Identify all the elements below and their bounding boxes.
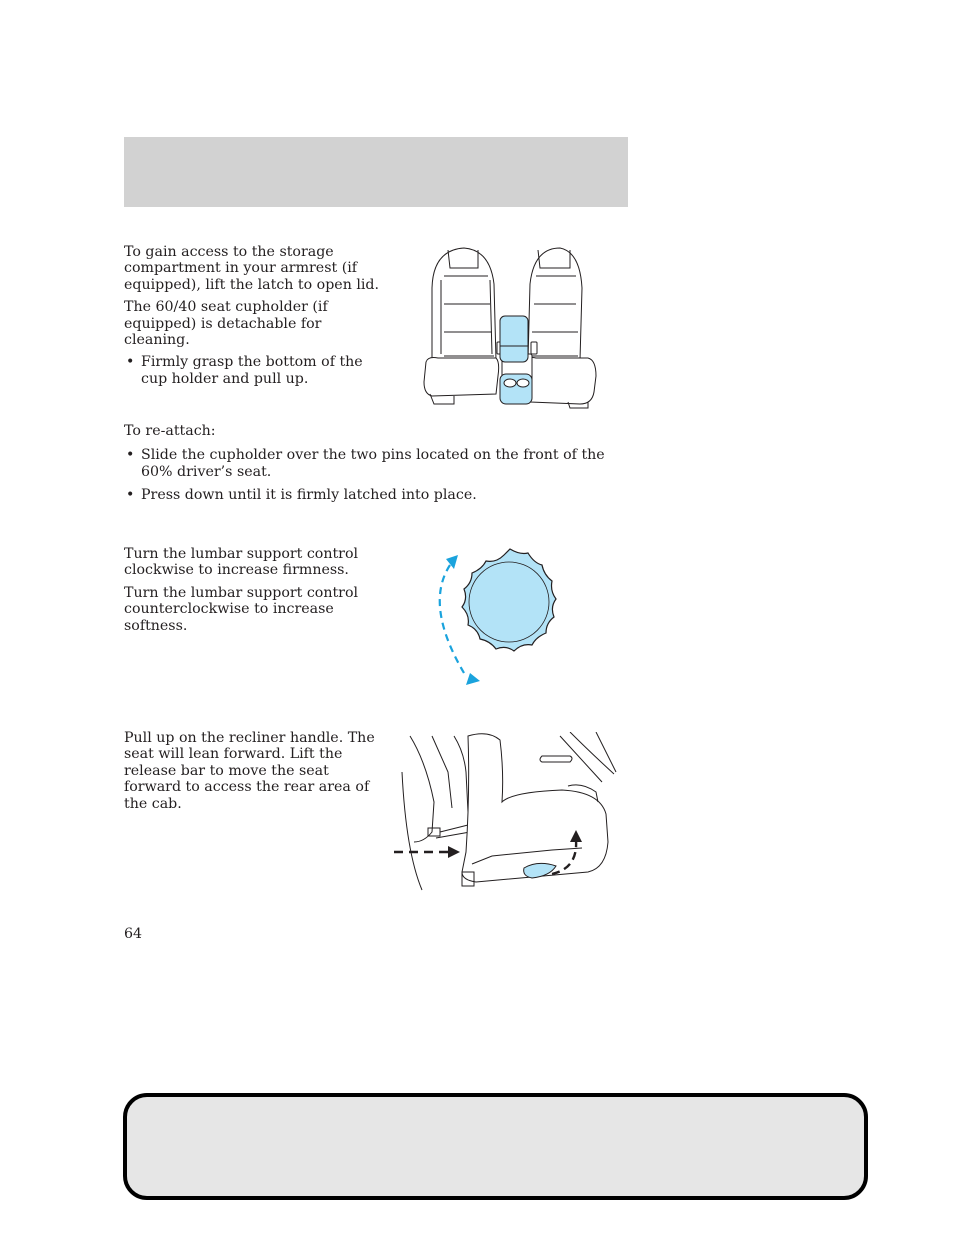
bullet-text: Firmly grasp the bottom of the cup holder and pull up.	[141, 354, 363, 387]
bullet-text: Slide the cupholder over the two pins located on the front of the 60% driver’s seat.	[141, 447, 605, 480]
section-header-band	[124, 137, 628, 207]
reattach-intro: To re-attach:	[124, 423, 216, 439]
bullet-dot-icon: •	[126, 447, 135, 464]
bullet-dot-icon: •	[126, 487, 135, 504]
bullet-text: Press down until it is firmly latched into place.	[141, 487, 477, 504]
bullet-item	[124, 354, 384, 387]
lumbar-text-block	[124, 546, 364, 640]
reattach-block	[124, 423, 628, 511]
reattach-bullet-list	[124, 447, 628, 503]
recliner-paragraph: Pull up on the recliner handle. The seat will lean forward. Lift the release bar to move the seat forward to access the rear area of the cab.	[124, 730, 375, 812]
lumbar-knob-illustration	[420, 545, 580, 690]
seat-cupholder-illustration	[420, 244, 600, 410]
seat-recliner-illustration	[392, 732, 628, 894]
cupholder-bullet-list	[124, 354, 384, 387]
lumbar-firmness-paragraph: Turn the lumbar support control clockwise to increase firmness.	[124, 546, 359, 579]
lumbar-softness-paragraph: Turn the lumbar support control counterclockwise to increase softness.	[124, 584, 359, 634]
bullet-item	[124, 447, 628, 480]
bullet-item	[124, 487, 628, 503]
cupholder-paragraph: The 60/40 seat cupholder (if equipped) is detachable for cleaning.	[124, 299, 328, 349]
armrest-text-block	[124, 244, 384, 394]
page-number: 64	[124, 926, 143, 942]
armrest-paragraph: To gain access to the storage compartment in your armrest (if equipped), lift the latch to open lid.	[124, 244, 380, 293]
bullet-dot-icon: •	[126, 354, 135, 371]
footer-box	[123, 1093, 868, 1200]
recliner-text-block	[124, 730, 386, 818]
